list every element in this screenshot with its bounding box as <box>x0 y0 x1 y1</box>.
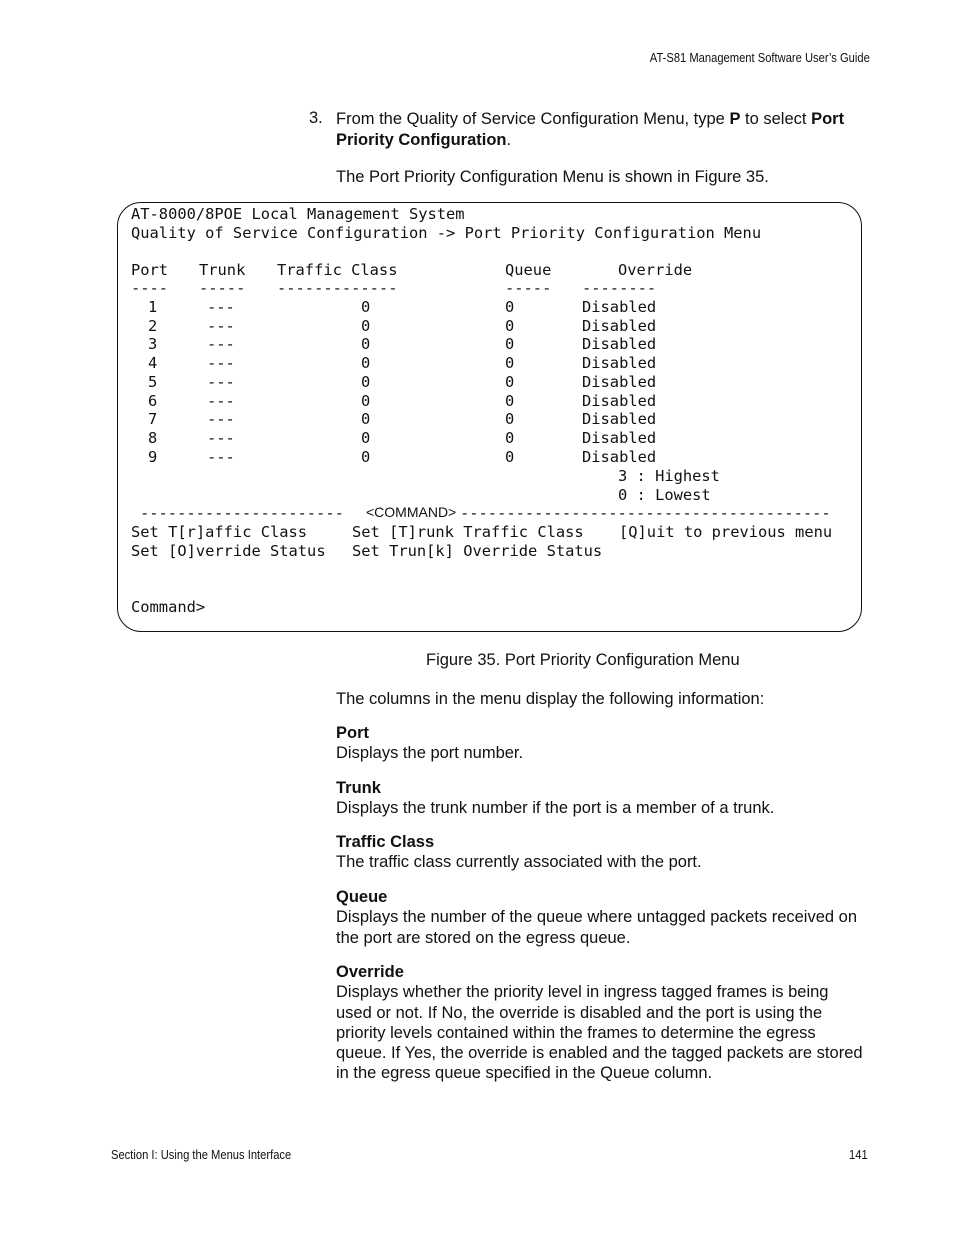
page-number: 141 <box>849 1147 868 1162</box>
definition-queue <box>336 887 866 948</box>
cell-queue: 0 <box>505 335 515 354</box>
cell-trunk: --- <box>207 391 235 410</box>
step-key: P <box>729 110 741 128</box>
step-target: Port Priority Configuration <box>336 110 845 149</box>
cell-trunk: --- <box>207 298 235 316</box>
cell-traffic-class: 0 <box>361 316 371 335</box>
cell-port: 7 <box>148 410 158 429</box>
command-prompt: Command> <box>131 598 206 616</box>
cell-traffic-class: 0 <box>361 447 371 466</box>
col-underline-port: ---- <box>131 279 169 297</box>
cell-trunk: --- <box>207 447 235 466</box>
cell-traffic-class: 0 <box>361 298 371 316</box>
cell-queue: 0 <box>505 391 515 410</box>
step-text-after: . <box>506 131 512 149</box>
running-header: AT-S81 Management Software User’s Guide <box>650 50 870 65</box>
definition-port <box>336 723 866 764</box>
cell-trunk: --- <box>207 372 235 391</box>
cell-port: 2 <box>148 316 158 335</box>
definition-desc: Displays the port number. <box>336 744 524 763</box>
col-underline-trunk: ----- <box>199 279 246 297</box>
col-underline-override: -------- <box>582 279 657 297</box>
definition-desc: Displays the number of the queue where untagged packets received on the port are stored on the egress queue. <box>336 908 857 947</box>
intro-paragraph: The Port Priority Configuration Menu is shown in Figure 35. <box>336 168 769 186</box>
cell-port: 9 <box>148 447 158 466</box>
command-separator-right: ---------------------------------------- <box>460 504 831 522</box>
definition-desc: The traffic class currently associated with the port. <box>336 853 702 872</box>
cell-override: Disabled <box>582 391 657 410</box>
cell-port: 4 <box>148 354 158 373</box>
cell-override: Disabled <box>582 410 657 429</box>
cell-queue: 0 <box>505 316 515 335</box>
cell-queue: 0 <box>505 428 515 447</box>
step-text <box>336 109 876 151</box>
definition-term: Trunk <box>336 779 381 797</box>
col-header-override: Override <box>618 261 693 279</box>
console-title-2: Quality of Service Configuration -> Port Priority Configuration Menu <box>131 224 762 242</box>
definition-trunk <box>336 778 866 819</box>
cell-traffic-class: 0 <box>361 335 371 354</box>
definition-term: Override <box>336 963 404 981</box>
cell-port: 3 <box>148 335 158 354</box>
col-underline-traffic-class: ------------- <box>277 279 398 297</box>
cell-port: 5 <box>148 372 158 391</box>
cell-queue: 0 <box>505 410 515 429</box>
cell-trunk: --- <box>207 335 235 354</box>
cell-override: Disabled <box>582 298 657 316</box>
step-number: 3. <box>309 109 323 127</box>
col-header-queue: Queue <box>505 261 552 279</box>
cell-traffic-class: 0 <box>361 354 371 373</box>
col-underline-queue: ----- <box>505 279 552 297</box>
col-header-port: Port <box>131 261 169 279</box>
cell-traffic-class: 0 <box>361 410 371 429</box>
cell-queue: 0 <box>505 447 515 466</box>
definition-desc: Displays whether the priority level in ingress tagged frames is being used or not. If No, the override is disabled and the port is using the priority levels contained within the frames to determine the egress queue. If Yes, the override is enabled and the tagged packets are stored in the egress queue specified in the Queue column. <box>336 983 863 1083</box>
cell-override: Disabled <box>582 316 657 335</box>
cmd-set-traffic-class: Set T[r]affic Class <box>131 523 308 541</box>
footer-section: Section I: Using the Menus Interface <box>111 1147 292 1162</box>
definition-traffic-class <box>336 832 866 873</box>
definition-override <box>336 962 866 1084</box>
step-text-before: From the Quality of Service Configuration Menu, type <box>336 110 730 128</box>
cell-traffic-class: 0 <box>361 428 371 447</box>
cell-override: Disabled <box>582 428 657 447</box>
col-header-traffic-class: Traffic Class <box>277 261 398 279</box>
cell-queue: 0 <box>505 354 515 373</box>
definition-term: Queue <box>336 888 388 906</box>
cell-override: Disabled <box>582 447 657 466</box>
cell-override: Disabled <box>582 354 657 373</box>
console-title-1: AT-8000/8POE Local Management System <box>131 205 465 223</box>
definition-desc: Displays the trunk number if the port is a member of a trunk. <box>336 799 775 818</box>
legend-lowest: 0 : Lowest <box>618 486 711 504</box>
cmd-set-trunk-traffic-class: Set [T]runk Traffic Class <box>352 523 584 541</box>
cell-queue: 0 <box>505 372 515 391</box>
definition-term: Port <box>336 724 369 742</box>
command-label: <COMMAND> <box>366 504 457 520</box>
figure-caption: Figure 35. Port Priority Configuration Menu <box>426 651 740 669</box>
cell-trunk: --- <box>207 428 235 447</box>
cell-trunk: --- <box>207 354 235 373</box>
cmd-quit: [Q]uit to previous menu <box>619 523 833 541</box>
cmd-set-trunk-override-status: Set Trun[k] Override Status <box>352 542 603 560</box>
cell-port: 8 <box>148 428 158 447</box>
cell-port: 6 <box>148 391 158 410</box>
cell-traffic-class: 0 <box>361 372 371 391</box>
command-separator-left: ---------------------- <box>140 504 344 522</box>
cell-trunk: --- <box>207 316 235 335</box>
columns-intro: The columns in the menu display the following information: <box>336 690 765 708</box>
step-text-middle: to select <box>740 110 812 128</box>
cmd-set-override-status: Set [O]verride Status <box>131 542 326 560</box>
legend-highest: 3 : Highest <box>618 467 720 485</box>
col-header-trunk: Trunk <box>199 261 246 279</box>
cell-traffic-class: 0 <box>361 391 371 410</box>
cell-trunk: --- <box>207 410 235 429</box>
cell-queue: 0 <box>505 298 515 316</box>
cell-port: 1 <box>148 298 158 316</box>
cell-override: Disabled <box>582 372 657 391</box>
definition-term: Traffic Class <box>336 833 435 851</box>
cell-override: Disabled <box>582 335 657 354</box>
